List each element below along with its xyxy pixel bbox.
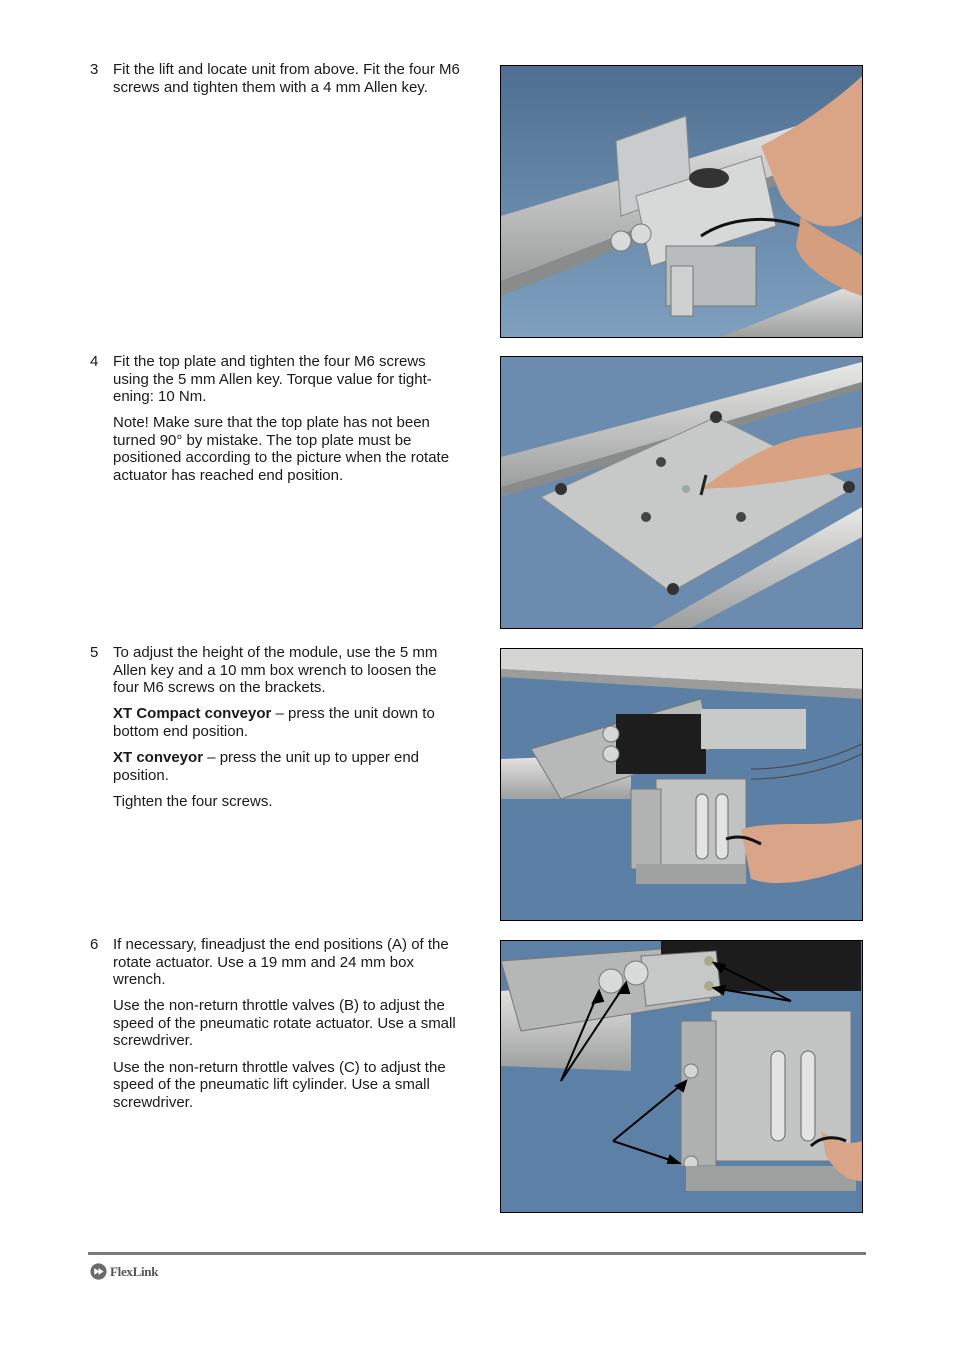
flexlink-logo-text: FlexLink: [110, 1263, 159, 1279]
flexlink-logo-icon: [90, 1263, 107, 1280]
lift-locate-unit-photo: [500, 65, 863, 338]
step-paragraph: Fit the top plate and tighten the four M6 screws using the 5 mm Allen key. Torque value for tight-ening: 10 Nm.: [113, 353, 432, 406]
step-paragraph: [113, 705, 460, 740]
step-number: 6: [90, 936, 99, 953]
step-paragraph: If necessary, fineadjust the end positions (A) of the rotate actuator. Use a 19 mm and 24 mm box wrench.: [113, 936, 449, 989]
footer-logo: [90, 1263, 158, 1280]
height-adjust-photo: [500, 648, 863, 921]
footer-rule: [88, 1252, 866, 1255]
step-number: 4: [90, 353, 99, 370]
step-text: – press the unit down to bottom end position.: [113, 705, 435, 740]
step-paragraph: Fit the lift and locate unit from above. Fit the four M6 screws and tighten them with a 4 mm Allen key.: [113, 61, 460, 96]
step-number: 3: [90, 61, 99, 78]
step-6: [90, 936, 460, 1120]
step-paragraph: To adjust the height of the module, use the 5 mm Allen key and a 10 mm box wrench to loosen the four M6 screws on the brackets.: [113, 644, 438, 697]
step-5: [90, 644, 460, 819]
step-3: [90, 61, 460, 105]
step-paragraph: Use the non-return throttle valves (C) to adjust the speed of the pneumatic lift cylinder. Use a small screwdriver.: [113, 1058, 446, 1111]
step-note: Note! Make sure that the top plate has not been turned 90° by mistake. The top plate must be positioned according to the picture when the rotate actuator has reached end position.: [113, 414, 450, 485]
step-paragraph: [113, 749, 460, 784]
throttle-valves-photo: [500, 940, 863, 1213]
step-paragraph: Tighten the four screws.: [113, 792, 273, 810]
step-4: [90, 353, 460, 493]
conveyor-name: XT conveyor: [113, 748, 204, 766]
step-text: – press the unit up to upper end position.: [113, 748, 420, 784]
conveyor-name: XT Compact conveyor: [113, 705, 272, 723]
step-number: 5: [90, 644, 99, 661]
top-plate-photo: [500, 356, 863, 629]
step-paragraph: Use the non-return throttle valves (B) to adjust the speed of the pneumatic rotate actuator. Use a small screwdriver.: [113, 997, 456, 1050]
